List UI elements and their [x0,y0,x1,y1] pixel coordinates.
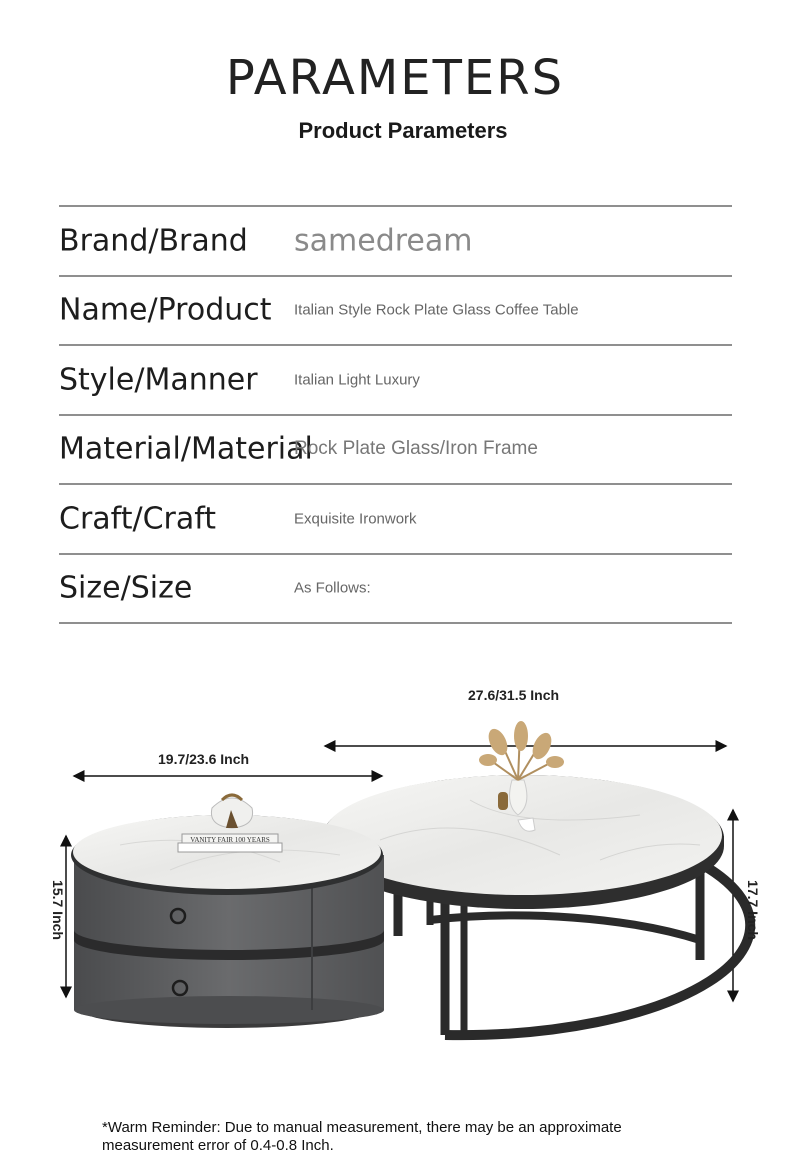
parameters-table [59,205,732,624]
param-row-craft [59,483,732,553]
param-value: samedream [294,223,473,259]
param-label: Style/Manner [59,362,258,398]
param-value: Rock Plate Glass/Iron Frame [294,438,538,460]
page-subtitle: Product Parameters [298,118,508,143]
param-value: Italian Light Luxury [294,371,420,389]
param-label: Name/Product [59,292,272,328]
page-title: PARAMETERS [225,50,565,106]
param-label: Craft/Craft [59,501,217,537]
small-width-label: 19.7/23.6 Inch [158,751,250,767]
param-label: Material/Material [59,431,313,467]
param-value: Italian Style Rock Plate Glass Coffee Table [294,301,579,319]
coffee-table-illustration [0,640,790,1070]
param-label: Size/Size [59,570,193,606]
param-row-material [59,414,732,484]
small-table [71,795,384,1028]
param-row-style [59,344,732,414]
param-row-brand [59,205,732,275]
param-row-name [59,275,732,345]
small-height-label: 15.7 Inch [49,880,66,940]
warm-reminder-note: *Warm Reminder: Due to manual measurement, there may be an approximate measurement error of 0.4-0.8 Inch. [102,1119,622,1154]
param-row-size [59,553,732,625]
param-label: Brand/Brand [59,223,248,259]
large-height-label: 17.7 Inch [744,880,761,940]
param-value: As Follows: [294,579,371,597]
large-table [322,721,750,1035]
book-title: VANITY FAIR 100 YEARS [190,836,270,844]
large-width-label: 27.6/31.5 Inch [468,687,560,703]
param-value: Exquisite Ironwork [294,510,417,528]
